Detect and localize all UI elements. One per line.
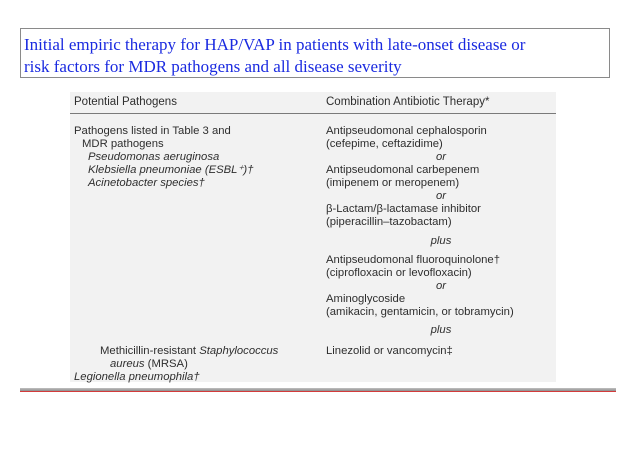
- pathogen-acinetobacter: Acinetobacter species†: [88, 177, 205, 189]
- connector-or-2: or: [435, 190, 447, 202]
- connector-plus-1: plus: [430, 235, 452, 247]
- pathogen-group-line-1: Pathogens listed in Table 3 and: [74, 125, 231, 137]
- pathogen-mrsa-line-1: [100, 345, 278, 358]
- connector-or-1: or: [435, 151, 447, 163]
- pathogen-pseudomonas: Pseudomonas aeruginosa: [88, 151, 220, 163]
- connector-plus-2: plus: [430, 324, 452, 336]
- therapy-fluoroquinolone-examples: (ciprofloxacin or levofloxacin): [326, 267, 472, 279]
- header-combination-therapy: Combination Antibiotic Therapy*: [326, 96, 490, 108]
- mrsa-text-italic: Staphylococcus: [199, 345, 279, 357]
- slide-title: [20, 28, 610, 78]
- therapy-beta-lactam-examples: (piperacillin–tazobactam): [326, 216, 452, 228]
- therapy-fluoroquinolone: Antipseudomonal fluoroquinolone†: [326, 254, 500, 266]
- antibiotic-table: [70, 92, 556, 382]
- pathogen-mrsa-line-2: [110, 358, 188, 371]
- therapy-linezolid-vancomycin: Linezolid or vancomycin‡: [326, 345, 453, 357]
- connector-or-3: or: [435, 280, 447, 292]
- therapy-cephalosporin-examples: (cefepime, ceftazidime): [326, 138, 443, 150]
- pathogen-legionella: Legionella pneumophila†: [74, 371, 200, 383]
- header-potential-pathogens: Potential Pathogens: [74, 96, 177, 108]
- therapy-cephalosporin: Antipseudomonal cephalosporin: [326, 125, 487, 137]
- therapy-carbepenem-examples: (imipenem or meropenem): [326, 177, 460, 189]
- therapy-carbepenem: Antipseudomonal carbepenem: [326, 164, 480, 176]
- therapy-aminoglycoside: Aminoglycoside: [326, 293, 406, 305]
- mrsa-text-plain: Methicillin-resistant: [100, 345, 200, 357]
- slide-title-line-2: risk factors for MDR pathogens and all disease severity: [24, 57, 402, 76]
- therapy-beta-lactam: β-Lactam/β-lactamase inhibitor: [326, 203, 481, 215]
- mrsa-aureus: aureus: [110, 358, 145, 370]
- therapy-aminoglycoside-examples: (amikacin, gentamicin, or tobramycin): [326, 306, 514, 318]
- pathogen-group-line-2: MDR pathogens: [82, 138, 164, 150]
- bottom-divider: [20, 388, 616, 392]
- mrsa-abbrev: (MRSA): [144, 358, 188, 370]
- header-divider: [70, 113, 556, 114]
- pathogen-klebsiella: Klebsiella pneumoniae (ESBL⁺)†: [88, 164, 254, 176]
- slide-title-line-1: Initial empiric therapy for HAP/VAP in patients with late-onset disease or: [24, 35, 526, 54]
